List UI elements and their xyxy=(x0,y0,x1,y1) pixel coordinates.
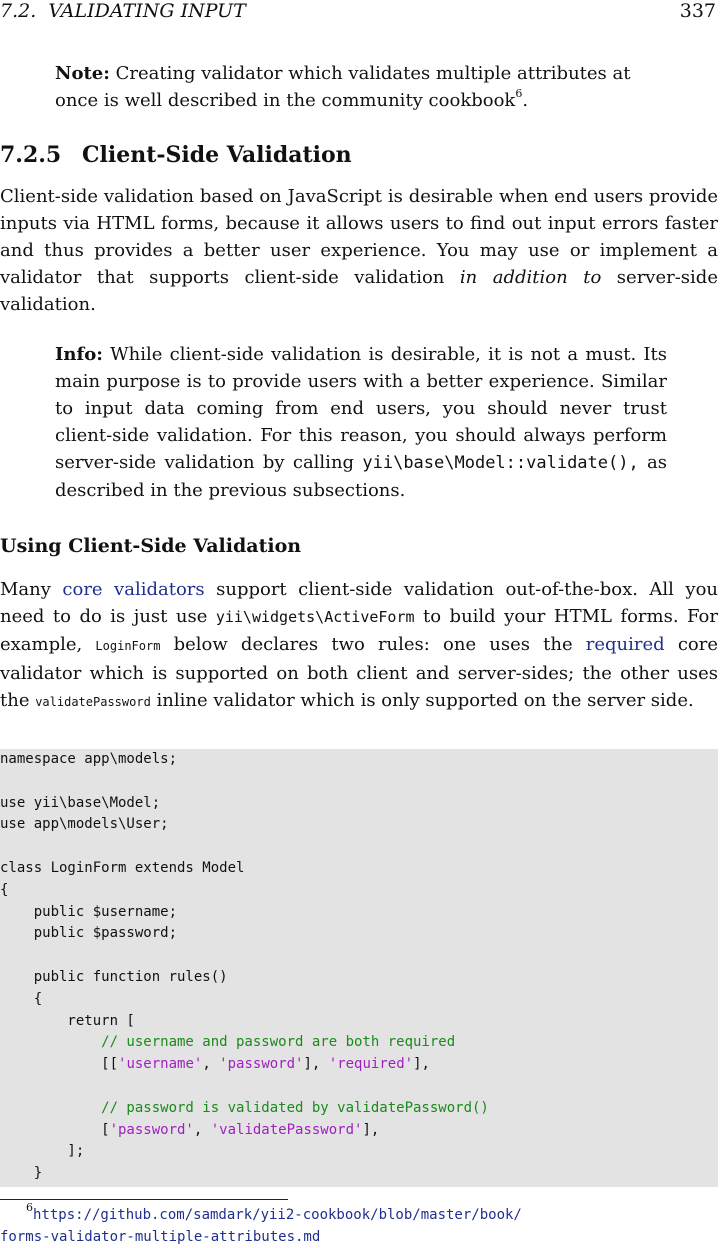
footnote-line-1 xyxy=(0,1201,720,1226)
code-line-blank xyxy=(0,771,718,793)
code-comment: // password is validated by validatePassword() xyxy=(0,1099,489,1116)
code-line: ]; xyxy=(0,1143,85,1160)
page-number: 337 xyxy=(679,0,716,22)
code-line: class LoginForm extends Model xyxy=(0,859,245,876)
code-line: { xyxy=(0,881,9,898)
info-box xyxy=(55,341,667,504)
usage-text-1: Many xyxy=(0,579,63,600)
code-line-blank xyxy=(0,945,718,967)
code-string: 'validatePassword' xyxy=(210,1121,363,1138)
loginform-code: LoginForm xyxy=(95,639,161,653)
code-string: 'username' xyxy=(118,1056,203,1073)
footnote-mark: 6 xyxy=(26,1201,33,1215)
intro-text-b: server-side validation. xyxy=(0,267,718,315)
info-text-b: as described in the previous subsections. xyxy=(55,452,667,501)
code-line: namespace app\models; xyxy=(0,751,178,767)
usage-text-2: support client-side validation out-of-the-box. All you need to do is just use xyxy=(0,579,718,627)
code-token: ], xyxy=(413,1056,430,1073)
code-token: , xyxy=(193,1121,211,1138)
note-box xyxy=(55,60,667,114)
code-token: ], xyxy=(362,1121,380,1138)
usage-paragraph xyxy=(0,576,718,716)
footnote-ref[interactable]: 6 xyxy=(515,87,523,100)
activeform-code: yii\widgets\ActiveForm xyxy=(215,608,415,626)
info-code: yii\base\Model::validate(), xyxy=(362,453,639,473)
code-comment: // username and password are both required xyxy=(0,1034,456,1051)
section-number: 7.2.5 xyxy=(0,142,62,168)
code-line: public $password; xyxy=(0,925,178,942)
code-string: 'password' xyxy=(219,1056,304,1073)
code-token: , xyxy=(202,1056,220,1073)
code-line: public $username; xyxy=(0,903,178,920)
code-line: { xyxy=(0,990,43,1007)
note-text: Creating validator which validates multiple attributes at once is well described in the community cookbook xyxy=(55,63,631,111)
footnote xyxy=(0,1201,720,1248)
code-token: [ xyxy=(0,1121,110,1138)
code-token: ], xyxy=(303,1056,329,1073)
chapter-number: 7.2. xyxy=(0,0,37,22)
usage-text-5: core validator which is supported on both client and server-sides; the other uses the xyxy=(0,634,718,711)
info-text-a: While client-side validation is desirable, it is not a must. Its main purpose is to provide users with a better experience. Similar to input data coming from end users, you should never trust client-side validation. For this reason, you should always perform server-side validation by calling xyxy=(55,344,667,473)
intro-paragraph xyxy=(0,183,718,318)
required-link[interactable]: required xyxy=(585,634,665,655)
intro-emphasis: in addition to xyxy=(459,267,602,288)
footnote-divider xyxy=(0,1199,288,1200)
usage-text-3: to build your HTML forms. For example, xyxy=(0,606,718,655)
code-line-rule-password xyxy=(0,1120,718,1142)
footnote-url-part-2[interactable]: forms-validator-multiple-attributes.md xyxy=(0,1229,321,1245)
note-end: . xyxy=(522,90,529,111)
chapter-title: VALIDATING INPUT xyxy=(48,0,246,22)
info-label: Info: xyxy=(55,344,103,365)
code-string: 'password' xyxy=(109,1121,194,1138)
code-line: use yii\base\Model; xyxy=(0,794,161,811)
code-line: public function rules() xyxy=(0,968,228,985)
note-label: Note: xyxy=(55,63,110,84)
running-header xyxy=(0,0,716,24)
code-string: 'required' xyxy=(328,1056,414,1073)
usage-text-4: below declares two rules: one uses the xyxy=(160,634,586,655)
code-listing xyxy=(0,749,718,1187)
code-line-blank xyxy=(0,1076,718,1098)
code-line-blank xyxy=(0,836,718,858)
code-line-rule-required xyxy=(0,1054,718,1076)
footnote-line-2 xyxy=(0,1226,720,1248)
code-line: return [ xyxy=(0,1012,135,1029)
intro-text-a: Client-side validation based on JavaScript is desirable when end users provide inputs via HTML forms, because it allows users to find out input errors faster and thus provides a better user experience. You may use or implement a validator that supports client-side validation xyxy=(0,186,718,288)
subsection-heading: Using Client-Side Validation xyxy=(0,535,302,557)
code-line: } xyxy=(0,1165,43,1182)
section-heading xyxy=(0,141,352,169)
code-line: use app\models\User; xyxy=(0,816,169,833)
core-validators-link[interactable]: core validators xyxy=(62,579,205,600)
footnote-url-part-1[interactable]: https://github.com/samdark/yii2-cookbook/blob/master/book/ xyxy=(33,1207,522,1223)
validatepassword-code: validatePassword xyxy=(35,695,151,709)
usage-text-6: inline validator which is only supported on the server side. xyxy=(150,690,694,711)
section-title: Client-Side Validation xyxy=(82,142,352,168)
code-token: [[ xyxy=(0,1056,119,1073)
